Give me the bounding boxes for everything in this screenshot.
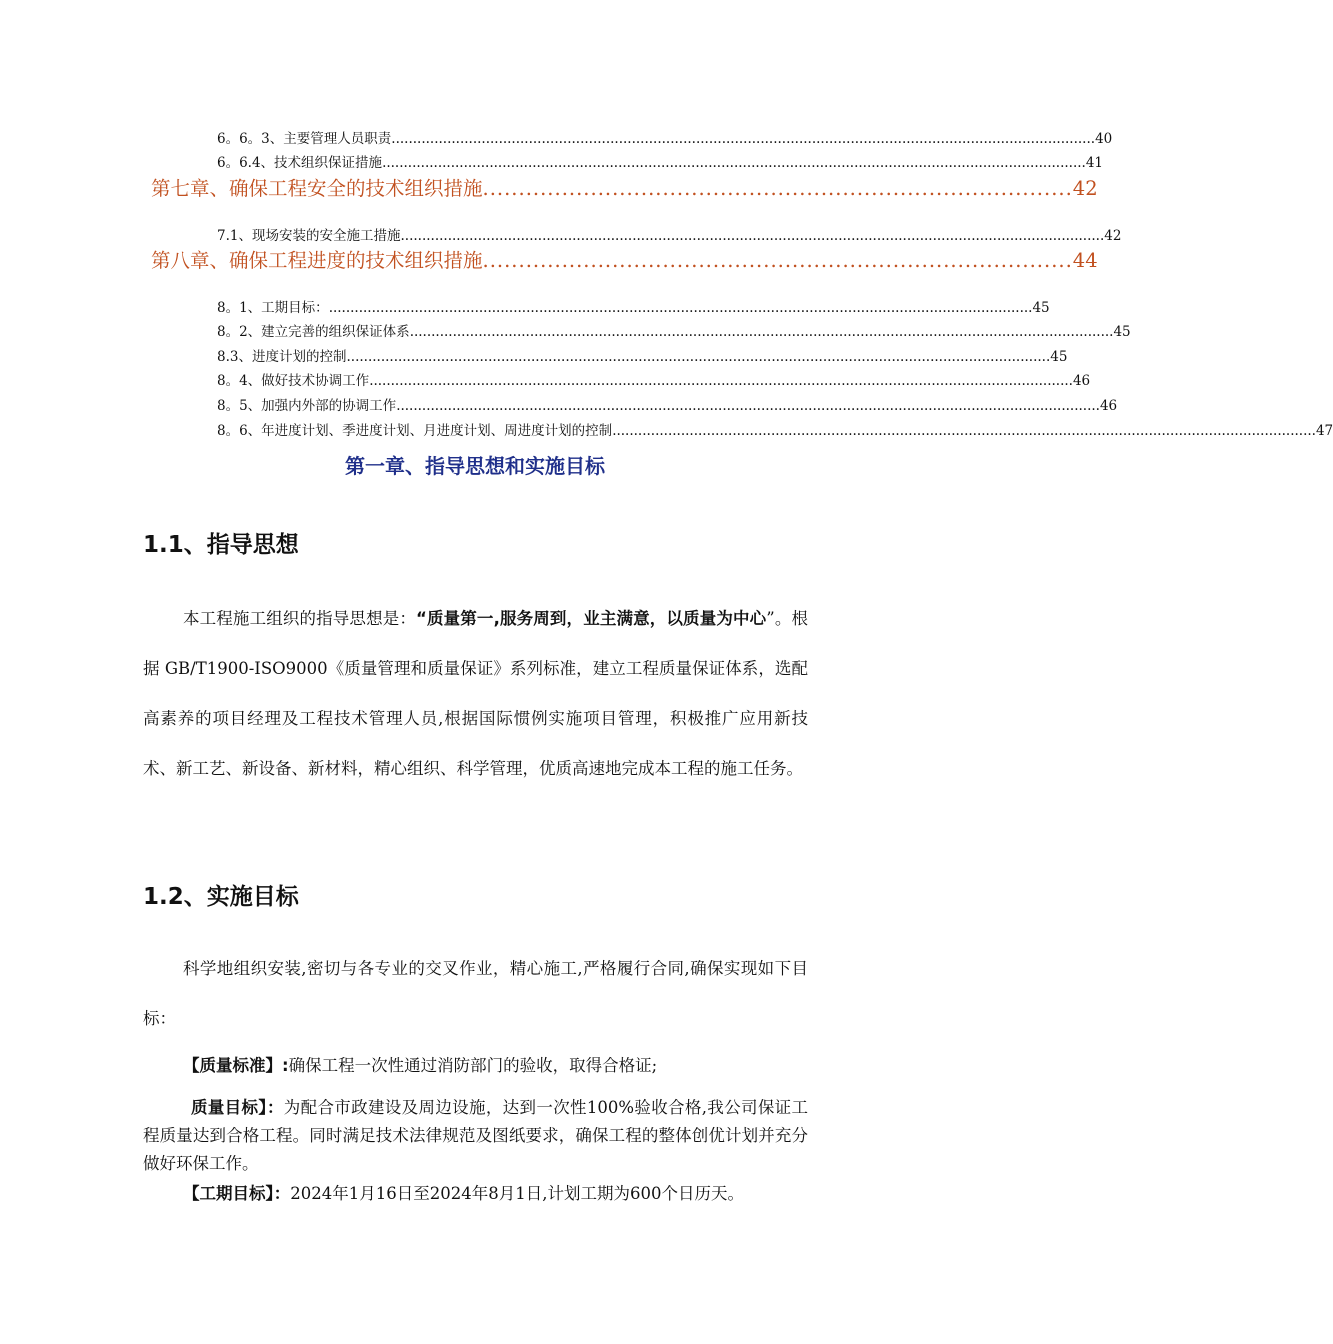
toc-leader: ..................................................................................: [482, 177, 1073, 200]
toc-entry-title: 6。6.4、技术组织保证措施: [217, 155, 383, 171]
toc-entry-page: 47: [1315, 423, 1333, 439]
toc-entry-title: 8.3、进度计划的控制: [217, 349, 347, 365]
toc-entry[interactable]: [217, 371, 1091, 391]
schedule-goal-label: 【工期目标】：: [183, 1184, 291, 1203]
paragraph-bold-quote: “质量第一,服务周到，业主满意，以质量为中心: [416, 609, 767, 628]
toc-entry-page: 44: [1072, 249, 1098, 272]
quality-standard-label: 【质量标准】:: [183, 1056, 289, 1075]
goals-intro-paragraph: 科学地组织安装,密切与各专业的交叉作业，精心施工,严格履行合同,确保实现如下目标：: [143, 959, 808, 1028]
toc-leader: ....................................................................................................................................................................: [328, 300, 1033, 316]
toc-entry[interactable]: [217, 421, 1333, 441]
toc-entry-page: 42: [1072, 177, 1098, 200]
toc-entry-title: 7.1、现场安装的安全施工措施: [217, 228, 401, 244]
guiding-thought-paragraph: [143, 594, 808, 794]
toc-entry-title: 第八章、确保工程进度的技术组织措施: [151, 249, 483, 272]
schedule-goal-text: 2024年1月16日至2024年8月1日,计划工期为600个日历天。: [290, 1184, 744, 1203]
toc-entry-title: 8。2、建立完善的组织保证体系: [217, 324, 410, 340]
toc-entry-title: 8。5、加强内外部的协调工作: [217, 398, 397, 414]
section-heading-1-1: 1.1、指导思想: [143, 532, 299, 558]
toc-entry-page: 41: [1085, 155, 1104, 171]
section-heading-1-2: 1.2、实施目标: [143, 884, 299, 910]
toc-entry-title: 第七章、确保工程安全的技术组织措施: [151, 177, 483, 200]
toc-entry[interactable]: [217, 347, 1068, 367]
toc-entry-title: 8。6、年进度计划、季进度计划、月进度计划、周进度计划的控制: [217, 423, 613, 439]
toc-leader: ....................................................................................................................................................................: [369, 373, 1073, 389]
quality-standard-item: [143, 1052, 808, 1080]
toc-entry-title: 6。6。3、主要管理人员职责: [217, 131, 392, 147]
toc-entry[interactable]: [217, 298, 1050, 318]
toc-leader: ..................................................................................: [482, 249, 1073, 272]
quality-goal-item: [143, 1094, 808, 1178]
toc-entry[interactable]: [217, 396, 1118, 416]
toc-entry-page: 40: [1095, 131, 1113, 147]
toc-leader: ....................................................................................................................................................................: [409, 324, 1114, 340]
toc-entry-page: 42: [1104, 228, 1122, 244]
toc-entry[interactable]: [217, 322, 1131, 342]
toc-entry[interactable]: [217, 226, 1122, 246]
toc-entry-page: 46: [1099, 398, 1118, 414]
toc-entry[interactable]: [217, 129, 1113, 149]
toc-leader: ....................................................................................................................................................................: [382, 155, 1086, 171]
paragraph-intro: 本工程施工组织的指导思想是：: [183, 609, 417, 628]
quality-goal-text: 为配合市政建设及周边设施，达到一次性100%验收合格,我公司保证工程质量达到合格工程。同时满足技术法律规范及图纸要求，确保工程的整体创优计划并充分做好环保工作。: [143, 1098, 808, 1173]
toc-leader: ....................................................................................................................................................................: [346, 349, 1051, 365]
toc-leader: ....................................................................................................................................................................: [400, 228, 1105, 244]
toc-entry-title: 8。4、做好技术协调工作: [217, 373, 370, 389]
toc-entry[interactable]: [217, 153, 1104, 173]
toc-chapter-entry[interactable]: [151, 246, 1098, 276]
toc-entry-page: 45: [1113, 324, 1131, 340]
toc-entry-page: 45: [1032, 300, 1050, 316]
toc-leader: ....................................................................................................................................................................: [391, 131, 1096, 147]
toc-entry-page: 45: [1050, 349, 1068, 365]
quality-goal-label: 质量目标】：: [191, 1098, 284, 1117]
toc-leader: ....................................................................................................................................................................: [396, 398, 1100, 414]
paragraph-body: ”。根据 GB/T1900-ISO9000《质量管理和质量保证》系列标准，建立工程质量保证体系，选配高素养的项目经理及工程技术管理人员,根据国际惯例实施项目管理，积极推广应用新技术、新工艺、新设备、新材料，精心组织、科学管理，优质高速地完成本工程的施工任务。: [143, 609, 809, 778]
toc-leader: ....................................................................................................................................................................: [612, 423, 1316, 439]
quality-standard-text: 确保工程一次性通过消防部门的验收，取得合格证;: [288, 1056, 658, 1075]
toc-entry-page: 46: [1072, 373, 1091, 389]
toc-entry-title: 8。1、工期目标：: [217, 300, 329, 316]
toc-chapter-entry[interactable]: [151, 174, 1098, 204]
schedule-goal-item: [143, 1180, 808, 1208]
chapter-title: 第一章、指导思想和实施目标: [345, 454, 605, 478]
